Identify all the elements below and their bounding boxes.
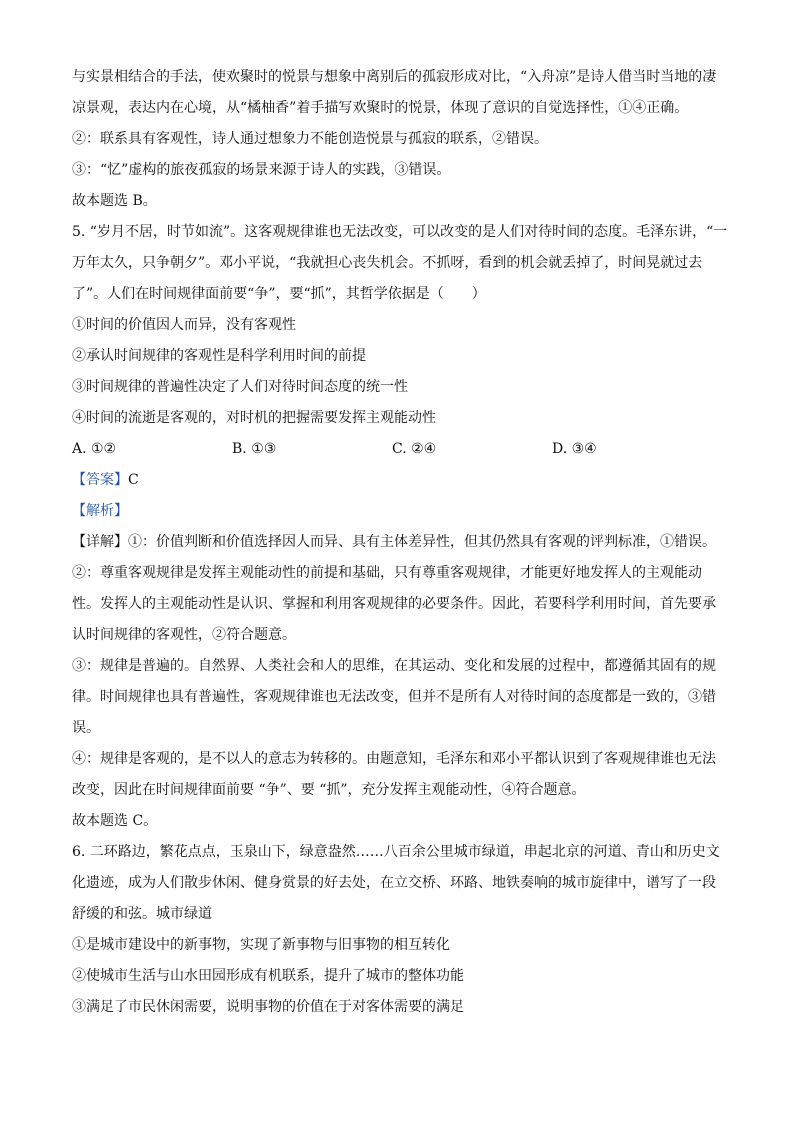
analysis-line: 律。时间规律也具有普遍性，客观规律谁也无法改变，但并不是所有人对待时间的态度都是一致的，③错: [72, 689, 716, 705]
text-line: ②：联系具有客观性，诗人通过想象力不能创造悦景与孤寂的联系，②错误。: [72, 131, 548, 147]
question-5-statement: ④时间的流逝是客观的，对时机的把握需要发挥主观能动性: [72, 410, 436, 426]
analysis-line: 性。发挥人的主观能动性是认识、掌握和利用客观规律的必要条件。因此，若要科学利用时间，首先要承: [72, 596, 716, 612]
question-5-options: [72, 434, 724, 465]
answer-value: C: [128, 472, 139, 488]
answer-tag: 【答案】: [72, 472, 128, 488]
conclusion-line: 故本题选 C。: [72, 813, 158, 829]
question-5-stem: 万年太久，只争朝夕”。邓小平说，“我就担心丧失机会。不抓呀，看到的机会就丢掉了，时间晃就过去: [72, 255, 703, 271]
question-6-stem: 化遗迹，成为人们散步休闲、健身赏景的好去处，在立交桥、环路、地铁奏响的城市旋律中，谱写了一段: [72, 875, 716, 891]
answer-line: [72, 465, 724, 496]
question-5-statement: ①时间的价值因人而异，没有客观性: [72, 317, 296, 333]
analysis-tag: 【解析】: [72, 503, 128, 519]
question-6-stem: 6. 二环路边，繁花点点，玉泉山下，绿意盎然……八百余公里城市绿道，串起北京的河道、青山和历史文: [72, 844, 720, 860]
analysis-heading: [72, 496, 724, 527]
analysis-line: ③：规律是普遍的。自然界、人类社会和人的思维，在其运动、变化和发展的过程中，都遵循其固有的规: [72, 658, 716, 674]
conclusion-line: 故本题选 B。: [72, 193, 157, 209]
option-c: C. ②④: [392, 441, 437, 457]
text-line: ③：“忆”虚构的旅夜孤寂的场景来源于诗人的实践，③错误。: [72, 162, 451, 178]
question-5-stem: 了”。人们在时间规律面前要“争”，要“抓”，其哲学依据是（ ）: [72, 286, 486, 302]
analysis-line: [72, 527, 724, 558]
text-line: 与实景相结合的手法，使欢聚时的悦景与想象中离别后的孤寂形成对比，“入舟凉”是诗人借当时当地的凄: [72, 69, 717, 85]
option-d: D. ③④: [552, 441, 597, 457]
question-6-stem: 舒缓的和弦。城市绿道: [72, 906, 212, 922]
analysis-text: ①：价值判断和价值选择因人而异、具有主体差异性，但其仍然具有客观的评判标准，①错误。: [128, 534, 716, 550]
option-b: B. ①③: [232, 441, 277, 457]
analysis-line: 认时间规律的客观性，②符合题意。: [72, 627, 296, 643]
question-6-statement: ②使城市生活与山水田园形成有机联系，提升了城市的整体功能: [72, 968, 464, 984]
analysis-line: 误。: [72, 720, 100, 736]
question-5-stem: 5. “岁月不居，时节如流”。这客观规律谁也无法改变，可以改变的是人们对待时间的态度。毛泽东讲，“一: [72, 224, 728, 240]
question-6-statement: ①是城市建设中的新事物，实现了新事物与旧事物的相互转化: [72, 937, 450, 953]
analysis-line: 改变，因此在时间规律面前要 “争”、要 “抓”，充分发挥主观能动性，④符合题意。: [72, 782, 586, 798]
text-line: 凉景观，表达内在心境，从“橘柚香”着手描写欢聚时的悦景，体现了意识的自觉选择性，①④正确。: [72, 100, 689, 116]
question-5-statement: ③时间规律的普遍性决定了人们对待时间态度的统一性: [72, 379, 408, 395]
question-5-statement: ②承认时间规律的客观性是科学利用时间的前提: [72, 348, 366, 364]
document-page: [72, 62, 728, 1023]
analysis-line: ④：规律是客观的，是不以人的意志为转移的。由题意知，毛泽东和邓小平都认识到了客观规律谁也无法: [72, 751, 716, 767]
option-a: A. ①②: [72, 441, 117, 457]
analysis-line: ②：尊重客观规律是发挥主观能动性的前提和基础，只有尊重客观规律，才能更好地发挥人的主观能动: [72, 565, 702, 581]
question-6-statement: ③满足了市民休闲需要，说明事物的价值在于对客体需要的满足: [72, 999, 464, 1015]
detail-tag: 【详解】: [72, 534, 128, 550]
